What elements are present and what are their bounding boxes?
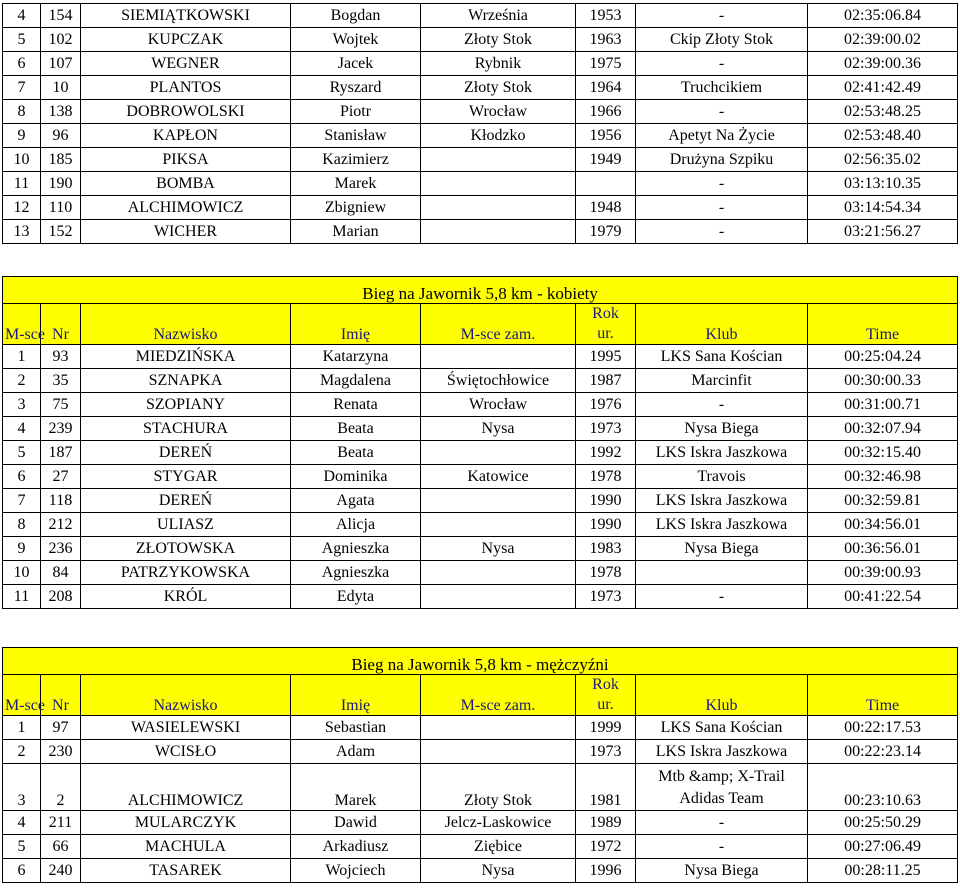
header-city: M-sce zam. — [421, 304, 576, 345]
city-cell: Wrocław — [421, 393, 576, 417]
surname-cell: ULIASZ — [81, 513, 291, 537]
place-cell: 5 — [3, 835, 41, 859]
first-name-cell: Piotr — [291, 100, 421, 124]
surname-cell: DEREŃ — [81, 441, 291, 465]
header-year-bottom: ur. — [597, 325, 614, 342]
year-cell: 1973 — [576, 585, 636, 609]
place-cell: 1 — [3, 716, 41, 740]
table-row — [3, 172, 958, 196]
section-title-women: Bieg na Jawornik 5,8 km - kobiety — [3, 277, 958, 304]
city-cell: Kłodzko — [421, 124, 576, 148]
city-cell: Złoty Stok — [421, 76, 576, 100]
city-cell — [421, 148, 576, 172]
nr-cell: 211 — [41, 811, 81, 835]
place-cell: 4 — [3, 4, 41, 28]
first-name-cell: Katarzyna — [291, 345, 421, 369]
surname-cell: PLANTOS — [81, 76, 291, 100]
club-cell: - — [636, 196, 808, 220]
first-name-cell: Jacek — [291, 52, 421, 76]
time-cell: 00:30:00.33 — [808, 369, 958, 393]
time-cell: 02:41:42.49 — [808, 76, 958, 100]
city-cell: Katowice — [421, 465, 576, 489]
city-cell — [421, 489, 576, 513]
results-body-women — [3, 345, 958, 609]
nr-cell: 118 — [41, 489, 81, 513]
first-name-cell: Agata — [291, 489, 421, 513]
table-row — [3, 124, 958, 148]
year-cell: 1995 — [576, 345, 636, 369]
place-cell: 10 — [3, 148, 41, 172]
surname-cell: ALCHIMOWICZ — [81, 764, 291, 811]
surname-cell: STACHURA — [81, 417, 291, 441]
year-cell: 1978 — [576, 465, 636, 489]
place-cell: 5 — [3, 28, 41, 52]
first-name-cell: Marian — [291, 220, 421, 244]
nr-cell: 208 — [41, 585, 81, 609]
club-cell: - — [636, 811, 808, 835]
header-year-top: Rok — [592, 676, 619, 693]
section-title-row — [3, 648, 958, 675]
results-table-continued — [2, 3, 958, 244]
place-cell: 1 — [3, 345, 41, 369]
surname-cell: DOBROWOLSKI — [81, 100, 291, 124]
club-cell: LKS Iskra Jaszkowa — [636, 441, 808, 465]
header-city: M-sce zam. — [421, 675, 576, 716]
surname-cell: TASAREK — [81, 859, 291, 883]
club-cell: - — [636, 4, 808, 28]
surname-cell: SZOPIANY — [81, 393, 291, 417]
time-cell: 00:25:04.24 — [808, 345, 958, 369]
time-cell: 02:53:48.40 — [808, 124, 958, 148]
header-year-bottom: ur. — [597, 696, 614, 713]
time-cell: 00:31:00.71 — [808, 393, 958, 417]
table-row — [3, 196, 958, 220]
nr-cell: 138 — [41, 100, 81, 124]
club-cell: Drużyna Szpiku — [636, 148, 808, 172]
club-cell: - — [636, 585, 808, 609]
place-cell: 4 — [3, 811, 41, 835]
nr-cell: 66 — [41, 835, 81, 859]
table-row — [3, 393, 958, 417]
table-row — [3, 148, 958, 172]
place-cell: 11 — [3, 585, 41, 609]
header-place: M-sce — [3, 304, 41, 345]
city-cell — [421, 196, 576, 220]
nr-cell: 230 — [41, 740, 81, 764]
nr-cell: 240 — [41, 859, 81, 883]
time-cell: 02:56:35.02 — [808, 148, 958, 172]
city-cell: Wrocław — [421, 100, 576, 124]
place-cell: 11 — [3, 172, 41, 196]
place-cell: 10 — [3, 561, 41, 585]
table-row — [3, 465, 958, 489]
year-cell: 1976 — [576, 393, 636, 417]
nr-cell: 97 — [41, 716, 81, 740]
time-cell: 00:32:59.81 — [808, 489, 958, 513]
header-row — [3, 304, 958, 345]
place-cell: 6 — [3, 465, 41, 489]
first-name-cell: Alicja — [291, 513, 421, 537]
table-row — [3, 345, 958, 369]
club-cell: - — [636, 835, 808, 859]
first-name-cell: Magdalena — [291, 369, 421, 393]
place-cell: 4 — [3, 417, 41, 441]
year-cell: 1963 — [576, 28, 636, 52]
club-cell: LKS Iskra Jaszkowa — [636, 513, 808, 537]
surname-cell: WCISŁO — [81, 740, 291, 764]
table-row — [3, 859, 958, 883]
table-row — [3, 100, 958, 124]
club-cell: Ckip Złoty Stok — [636, 28, 808, 52]
year-cell: 1973 — [576, 740, 636, 764]
city-cell: Jelcz-Laskowice — [421, 811, 576, 835]
city-cell: Świętochłowice — [421, 369, 576, 393]
results-table-women — [2, 276, 958, 609]
time-cell: 00:25:50.29 — [808, 811, 958, 835]
city-cell: Września — [421, 4, 576, 28]
surname-cell: KUPCZAK — [81, 28, 291, 52]
header-year — [576, 675, 636, 716]
header-first-name: Imię — [291, 675, 421, 716]
header-club: Klub — [636, 304, 808, 345]
time-cell: 02:39:00.36 — [808, 52, 958, 76]
city-cell: Złoty Stok — [421, 764, 576, 811]
club-cell: Apetyt Na Życie — [636, 124, 808, 148]
city-cell: Złoty Stok — [421, 28, 576, 52]
year-cell: 1978 — [576, 561, 636, 585]
header-name: Nazwisko — [81, 675, 291, 716]
section-title-men: Bieg na Jawornik 5,8 km - mężczyźni — [3, 648, 958, 675]
header-nr: Nr — [41, 304, 81, 345]
first-name-cell: Agnieszka — [291, 561, 421, 585]
surname-cell: BOMBA — [81, 172, 291, 196]
nr-cell: 84 — [41, 561, 81, 585]
surname-cell: PATRZYKOWSKA — [81, 561, 291, 585]
time-cell: 03:13:10.35 — [808, 172, 958, 196]
club-cell: Truchcikiem — [636, 76, 808, 100]
surname-cell: WASIELEWSKI — [81, 716, 291, 740]
time-cell: 03:14:54.34 — [808, 196, 958, 220]
club-cell — [636, 561, 808, 585]
surname-cell: ALCHIMOWICZ — [81, 196, 291, 220]
header-nr: Nr — [41, 675, 81, 716]
table-row — [3, 52, 958, 76]
table-row — [3, 417, 958, 441]
time-cell: 00:22:17.53 — [808, 716, 958, 740]
time-cell: 00:32:46.98 — [808, 465, 958, 489]
header-time: Time — [808, 675, 958, 716]
first-name-cell: Dawid — [291, 811, 421, 835]
city-cell — [421, 716, 576, 740]
table-row — [3, 489, 958, 513]
nr-cell: 154 — [41, 4, 81, 28]
surname-cell: DEREŃ — [81, 489, 291, 513]
nr-cell: 35 — [41, 369, 81, 393]
place-cell: 2 — [3, 369, 41, 393]
table-row — [3, 811, 958, 835]
year-cell: 1956 — [576, 124, 636, 148]
place-cell: 5 — [3, 441, 41, 465]
nr-cell: 110 — [41, 196, 81, 220]
time-cell: 00:28:11.25 — [808, 859, 958, 883]
table-row — [3, 369, 958, 393]
first-name-cell: Beata — [291, 417, 421, 441]
header-place: M-sce — [3, 675, 41, 716]
city-cell: Nysa — [421, 417, 576, 441]
header-year-top: Rok — [592, 305, 619, 322]
year-cell: 1948 — [576, 196, 636, 220]
city-cell: Nysa — [421, 537, 576, 561]
surname-cell: MULARCZYK — [81, 811, 291, 835]
surname-cell: WEGNER — [81, 52, 291, 76]
year-cell: 1992 — [576, 441, 636, 465]
surname-cell: MACHULA — [81, 835, 291, 859]
club-cell: - — [636, 52, 808, 76]
place-cell: 13 — [3, 220, 41, 244]
table-row — [3, 585, 958, 609]
club-cell: LKS Sana Kościan — [636, 345, 808, 369]
club-cell: Nysa Biega — [636, 417, 808, 441]
table-row — [3, 4, 958, 28]
table-row — [3, 220, 958, 244]
city-cell — [421, 172, 576, 196]
first-name-cell: Bogdan — [291, 4, 421, 28]
city-cell — [421, 345, 576, 369]
nr-cell: 2 — [41, 764, 81, 811]
year-cell: 1966 — [576, 100, 636, 124]
nr-cell: 212 — [41, 513, 81, 537]
year-cell: 1949 — [576, 148, 636, 172]
first-name-cell: Wojtek — [291, 28, 421, 52]
first-name-cell: Wojciech — [291, 859, 421, 883]
first-name-cell: Beata — [291, 441, 421, 465]
club-cell: Nysa Biega — [636, 537, 808, 561]
table-row — [3, 740, 958, 764]
city-cell: Rybnik — [421, 52, 576, 76]
surname-cell: MIEDZIŃSKA — [81, 345, 291, 369]
year-cell: 1979 — [576, 220, 636, 244]
section-title-row — [3, 277, 958, 304]
surname-cell: ZŁOTOWSKA — [81, 537, 291, 561]
table-row — [3, 441, 958, 465]
first-name-cell: Stanisław — [291, 124, 421, 148]
year-cell: 1981 — [576, 764, 636, 811]
year-cell — [576, 172, 636, 196]
header-time: Time — [808, 304, 958, 345]
city-cell — [421, 441, 576, 465]
results-table-men — [2, 647, 958, 883]
nr-cell: 190 — [41, 172, 81, 196]
club-cell: - — [636, 172, 808, 196]
place-cell: 6 — [3, 52, 41, 76]
nr-cell: 236 — [41, 537, 81, 561]
nr-cell: 102 — [41, 28, 81, 52]
surname-cell: STYGAR — [81, 465, 291, 489]
club-cell: - — [636, 393, 808, 417]
table-row — [3, 716, 958, 740]
table-row — [3, 28, 958, 52]
table-row — [3, 561, 958, 585]
year-cell: 1989 — [576, 811, 636, 835]
header-name: Nazwisko — [81, 304, 291, 345]
time-cell: 00:22:23.14 — [808, 740, 958, 764]
place-cell: 9 — [3, 537, 41, 561]
surname-cell: WICHER — [81, 220, 291, 244]
city-cell — [421, 220, 576, 244]
table-row — [3, 537, 958, 561]
surname-cell: SZNAPKA — [81, 369, 291, 393]
city-cell — [421, 740, 576, 764]
city-cell — [421, 513, 576, 537]
first-name-cell: Kazimierz — [291, 148, 421, 172]
surname-cell: SIEMIĄTKOWSKI — [81, 4, 291, 28]
time-cell: 00:23:10.63 — [808, 764, 958, 811]
club-cell: Travois — [636, 465, 808, 489]
table-row — [3, 513, 958, 537]
first-name-cell: Ryszard — [291, 76, 421, 100]
surname-cell: KRÓL — [81, 585, 291, 609]
table-row — [3, 835, 958, 859]
year-cell: 1972 — [576, 835, 636, 859]
year-cell: 1975 — [576, 52, 636, 76]
city-cell — [421, 585, 576, 609]
year-cell: 1964 — [576, 76, 636, 100]
place-cell: 8 — [3, 100, 41, 124]
first-name-cell: Marek — [291, 172, 421, 196]
year-cell: 1999 — [576, 716, 636, 740]
time-cell: 02:35:06.84 — [808, 4, 958, 28]
time-cell: 00:34:56.01 — [808, 513, 958, 537]
club-cell: Nysa Biega — [636, 859, 808, 883]
first-name-cell: Arkadiusz — [291, 835, 421, 859]
year-cell: 1973 — [576, 417, 636, 441]
nr-cell: 93 — [41, 345, 81, 369]
results-body-men — [3, 716, 958, 883]
year-cell: 1953 — [576, 4, 636, 28]
header-row — [3, 675, 958, 716]
time-cell: 00:32:07.94 — [808, 417, 958, 441]
nr-cell: 75 — [41, 393, 81, 417]
first-name-cell: Sebastian — [291, 716, 421, 740]
place-cell: 6 — [3, 859, 41, 883]
nr-cell: 239 — [41, 417, 81, 441]
first-name-cell: Adam — [291, 740, 421, 764]
first-name-cell: Agnieszka — [291, 537, 421, 561]
time-cell: 02:39:00.02 — [808, 28, 958, 52]
first-name-cell: Edyta — [291, 585, 421, 609]
year-cell: 1987 — [576, 369, 636, 393]
first-name-cell: Zbigniew — [291, 196, 421, 220]
club-cell: Mtb &amp; X-Trail Adidas Team — [636, 764, 808, 811]
place-cell: 7 — [3, 76, 41, 100]
nr-cell: 96 — [41, 124, 81, 148]
nr-cell: 187 — [41, 441, 81, 465]
nr-cell: 10 — [41, 76, 81, 100]
year-cell: 1990 — [576, 513, 636, 537]
year-cell: 1990 — [576, 489, 636, 513]
time-cell: 03:21:56.27 — [808, 220, 958, 244]
place-cell: 12 — [3, 196, 41, 220]
nr-cell: 107 — [41, 52, 81, 76]
surname-cell: KAPŁON — [81, 124, 291, 148]
time-cell: 00:39:00.93 — [808, 561, 958, 585]
club-cell: LKS Sana Kościan — [636, 716, 808, 740]
place-cell: 9 — [3, 124, 41, 148]
place-cell: 7 — [3, 489, 41, 513]
time-cell: 00:41:22.54 — [808, 585, 958, 609]
results-body-continued — [3, 4, 958, 244]
header-year — [576, 304, 636, 345]
first-name-cell: Renata — [291, 393, 421, 417]
first-name-cell: Dominika — [291, 465, 421, 489]
city-cell: Nysa — [421, 859, 576, 883]
time-cell: 00:27:06.49 — [808, 835, 958, 859]
surname-cell: PIKSA — [81, 148, 291, 172]
header-club: Klub — [636, 675, 808, 716]
header-first-name: Imię — [291, 304, 421, 345]
nr-cell: 185 — [41, 148, 81, 172]
nr-cell: 27 — [41, 465, 81, 489]
place-cell: 2 — [3, 740, 41, 764]
club-cell: LKS Iskra Jaszkowa — [636, 740, 808, 764]
city-cell — [421, 561, 576, 585]
table-row — [3, 764, 958, 811]
club-cell: - — [636, 220, 808, 244]
time-cell: 02:53:48.25 — [808, 100, 958, 124]
nr-cell: 152 — [41, 220, 81, 244]
city-cell: Ziębice — [421, 835, 576, 859]
time-cell: 00:36:56.01 — [808, 537, 958, 561]
place-cell: 8 — [3, 513, 41, 537]
time-cell: 00:32:15.40 — [808, 441, 958, 465]
place-cell: 3 — [3, 764, 41, 811]
first-name-cell: Marek — [291, 764, 421, 811]
club-cell: - — [636, 100, 808, 124]
club-cell: Marcinfit — [636, 369, 808, 393]
club-cell: LKS Iskra Jaszkowa — [636, 489, 808, 513]
table-row — [3, 76, 958, 100]
place-cell: 3 — [3, 393, 41, 417]
year-cell: 1983 — [576, 537, 636, 561]
year-cell: 1996 — [576, 859, 636, 883]
